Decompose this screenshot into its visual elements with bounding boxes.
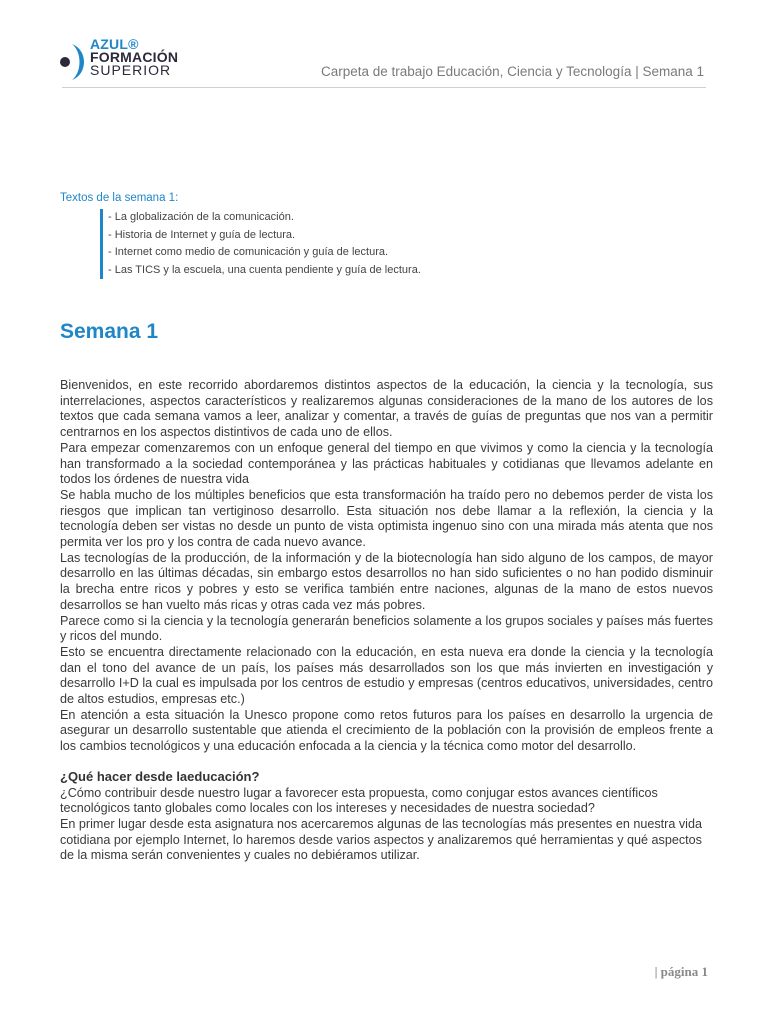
paragraph: Esto se encuentra directamente relacionado con la educación, en esta nueva era donde la ciencia y la tecnología dan el tono del avance de un país, los países más desarrollados son los que más invierten en investigación y desarrollo I+D la cual es impulsada por los centros de estudio y empresas (centros educativos, universidades, centro de altos estudios, empresas etc.) (60, 644, 713, 707)
paragraph: Las tecnologías de la producción, de la información y de la biotecnología han sido alguno de los campos, de mayor desarrollo en las últimas décadas, sin embargo estos desarrollos no han sido suficientes o no han podido disminuir la brecha entre ricos y pobres y esto se verifica también entre naciones, algunas de la mano de estos nuevos desarrollos se han vuelto más ricas y otras cada vez más pobres. (60, 550, 713, 612)
document-header-title: Carpeta de trabajo Educación, Ciencia y Tecnología | Semana 1 (321, 64, 704, 79)
subheading: ¿Qué hacer desde laeducación? (60, 768, 260, 784)
week-texts-heading: Textos de la semana 1: (60, 192, 179, 204)
paragraph: Bienvenidos, en este recorrido abordaremos distintos aspectos de la educación, la ciencia y la tecnología, sus interrelaciones, aspectos característicos y realizaremos algunas consideraciones de la mano de los autores de los textos que cada semana vamos a leer, analizar y comentar, a través de guías de preguntas que nos van a permitir centrarnos en los aspectos distintivos de cada uno de ellos. (60, 378, 713, 440)
paragraph: Se habla mucho de los múltiples beneficios que esta transformación ha traído pero no debemos perder de vista los riesgos que implican tan vertiginoso desarrollo. Esta situación nos debe llamar a la reflexión, la ciencia y la tecnología deben ser vistas no desde un punto de vista optimista ingenuo sino con una mirada más atenta que nos permita ver los pro y los contra de cada nuevo avance. (60, 487, 713, 550)
header-divider (62, 87, 706, 88)
body-text (60, 378, 713, 864)
logo-line-superior: SUPERIOR (90, 62, 172, 78)
list-item: - Internet como medio de comunicación y guía de lectura. (108, 246, 389, 258)
list-item: - Las TICS y la escuela, una cuenta pendiente y guía de lectura. (108, 263, 421, 276)
list-item: - Historia de Internet y guía de lectura. (108, 228, 296, 241)
paragraph: Para empezar comenzaremos con un enfoque general del tiempo en que vivimos y como la ciencia y la tecnología han transformado a la sociedad contemporánea y las prácticas habituales y cotidianas que llevamos adelante en todos los órdenes de nuestra vida (60, 440, 713, 487)
logo-wordmark (90, 38, 178, 77)
brand-logo (58, 36, 188, 86)
logo-line-formacion: FORMACIÓN (90, 49, 179, 65)
paragraph: En atención a esta situación la Unesco propone como retos futuros para los países en desarrollo la urgencia de asegurar un desarrollo sustentable que atienda el crecimiento de la población con la provisión de empleos frente a los cambios tecnológicos y una educación enfocada a la ciencia y la técnica como motor del desarrollo. (60, 707, 713, 754)
paragraph: En primer lugar desde esta asignatura nos acercaremos algunas de las tecnologías más presentes en nuestra vida cotidiana por ejemplo Internet, lo haremos desde varios aspectos y analizaremos qué herramientas y qué aspectos de la misma serán convenientes y cuales no debiéramos utilizar. (60, 816, 702, 863)
paragraph: ¿Cómo contribuir desde nuestro lugar a favorecer esta propuesta, como conjugar estos avances científicos tecnológicos tanto globales como locales con los intereses y necesidades de nuestra sociedad? (60, 785, 658, 816)
paragraph: Parece como si la ciencia y la tecnología generarán beneficios solamente a los grupos sociales y países más fuertes y ricos del mundo. (60, 613, 713, 644)
logo-swoosh-icon (58, 40, 88, 82)
section-title: Semana 1 (60, 320, 159, 343)
week-texts-list (100, 209, 421, 279)
list-item: - La globalización de la comunicación. (108, 211, 294, 223)
logo-line-azul: AZUL® (90, 36, 139, 52)
page-number: | página 1 (654, 964, 708, 979)
